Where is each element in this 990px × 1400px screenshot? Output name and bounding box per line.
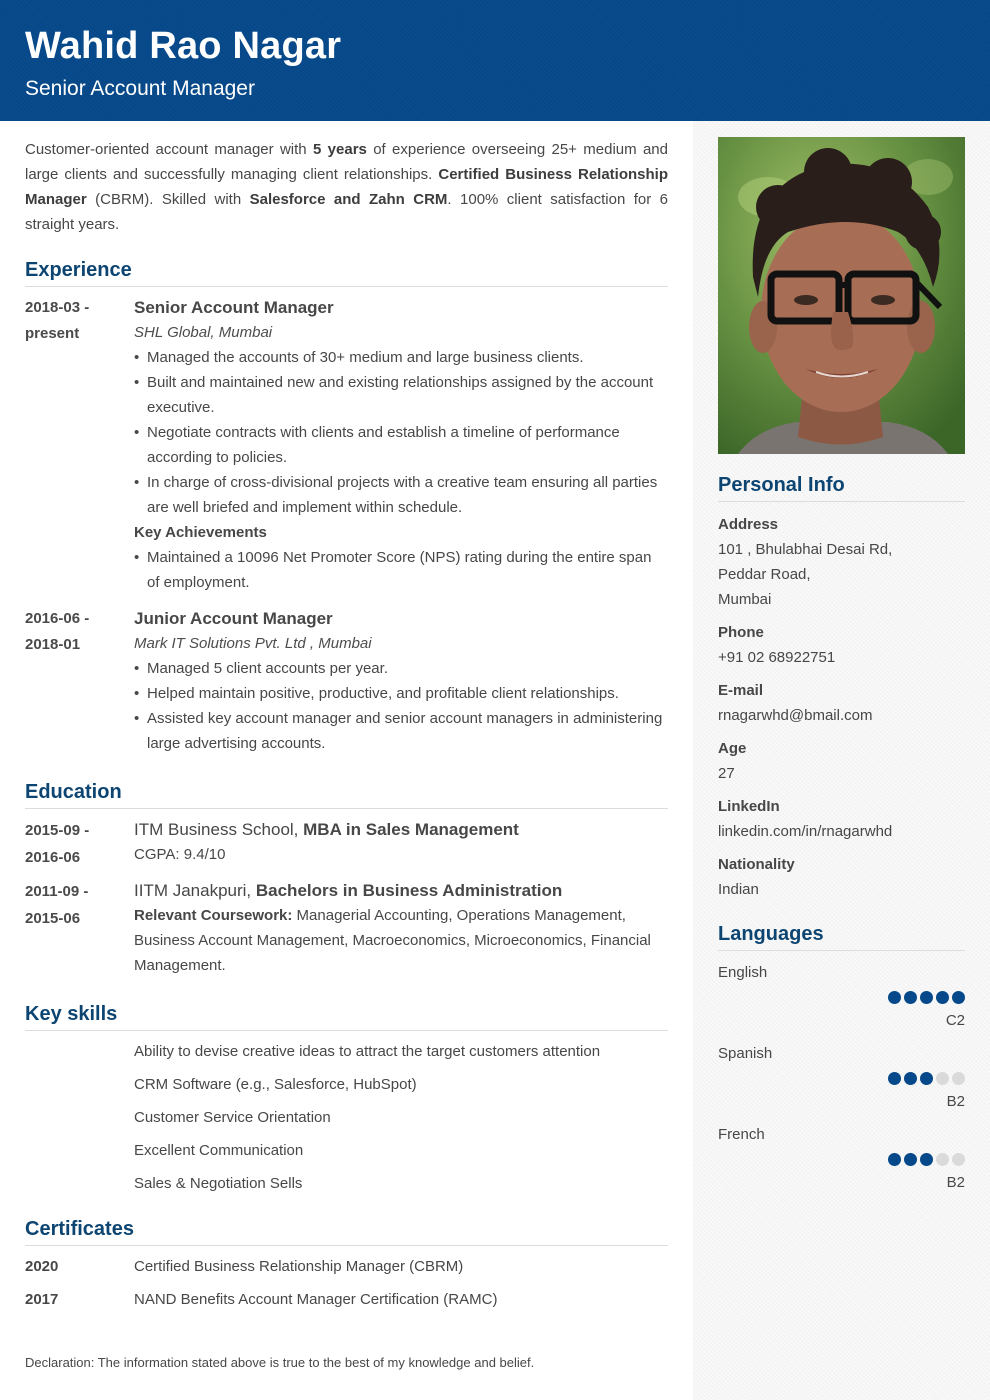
skill-item: CRM Software (e.g., Salesforce, HubSpot) <box>134 1076 417 1093</box>
email-label: E-mail <box>718 682 764 699</box>
list-item: • Maintained a 10096 Net Promoter Score (NPS) rating during the entire span of employment. <box>134 545 668 595</box>
rating-dot-filled <box>920 991 933 1004</box>
language-level: B2 <box>946 1174 965 1191</box>
rating-dot-filled <box>888 1153 901 1166</box>
experience-content <box>134 295 668 595</box>
email-value[interactable]: rnagarwhd@bmail.com <box>718 707 873 724</box>
summary-highlight: Certified Business Relationship Manager <box>25 166 668 208</box>
date-end: 2015-06 <box>25 910 81 927</box>
language-level: B2 <box>946 1093 965 1110</box>
address-line-1: 101 , Bhulabhai Desai Rd, <box>718 541 893 558</box>
company-name: Mark IT Solutions Pvt. Ltd , Mumbai <box>134 635 372 652</box>
portrait-image-icon <box>718 137 965 454</box>
responsibility-list <box>134 345 668 520</box>
certificate-year: 2020 <box>25 1258 59 1275</box>
phone-label: Phone <box>718 624 764 641</box>
certificates-heading: Certificates <box>25 1217 668 1246</box>
language-level: C2 <box>945 1012 965 1029</box>
rating-dot-empty <box>952 1153 965 1166</box>
language-rating <box>883 1072 965 1085</box>
job-title: Senior Account Manager <box>134 298 334 317</box>
degree-name: MBA in Sales Management <box>303 820 519 839</box>
education-dates <box>25 878 125 932</box>
list-item: • Assisted key account manager and senior account managers in administering large advertising accounts. <box>134 706 668 756</box>
education-content <box>134 817 668 867</box>
skill-item: Sales & Negotiation Sells <box>134 1175 303 1192</box>
date-start: 2018-03 - <box>25 299 90 316</box>
education-heading: Education <box>25 780 668 809</box>
summary-highlight: 5 years <box>312 141 367 158</box>
summary-highlight: Salesforce and Zahn CRM <box>249 191 448 208</box>
degree-name: Bachelors in Business Administration <box>255 881 563 900</box>
language-name: English <box>718 964 768 981</box>
experience-content <box>134 606 668 756</box>
skill-item: Customer Service Orientation <box>134 1109 331 1126</box>
nationality-label: Nationality <box>718 856 795 873</box>
candidate-name: Wahid Rao Nagar <box>25 25 342 67</box>
date-start: 2011-09 - <box>25 883 89 900</box>
skill-item: Ability to devise creative ideas to attract the target customers attention <box>134 1043 601 1060</box>
summary-text: (CBRM). Skilled with <box>86 191 250 208</box>
rating-dot-empty <box>952 1072 965 1085</box>
company-name: SHL Global, Mumbai <box>134 324 273 341</box>
address-line-2: Peddar Road, <box>718 566 811 583</box>
coursework-list: Managerial Accounting, Operations Management, Business Account Management, Macroeconomics, Microeconomics, Financial Management. <box>134 907 651 974</box>
job-title: Junior Account Manager <box>134 609 333 628</box>
languages-heading: Languages <box>718 922 965 951</box>
rating-dot-filled <box>936 991 949 1004</box>
rating-dot-filled <box>952 991 965 1004</box>
school-name: IITM Janakpuri, <box>134 881 256 900</box>
rating-dot-empty <box>936 1072 949 1085</box>
achievement-list <box>134 545 668 595</box>
list-item: • Managed 5 client accounts per year. <box>134 656 668 681</box>
list-item: • Built and maintained new and existing relationships assigned by the account executive. <box>134 370 668 420</box>
skills-heading: Key skills <box>25 1002 668 1031</box>
experience-heading: Experience <box>25 258 668 287</box>
linkedin-label: LinkedIn <box>718 798 780 815</box>
language-name: French <box>718 1126 765 1143</box>
date-start: 2015-09 - <box>25 822 90 839</box>
summary-text: Customer-oriented account manager with <box>25 141 313 158</box>
rating-dot-filled <box>904 1153 917 1166</box>
rating-dot-empty <box>936 1153 949 1166</box>
rating-dot-filled <box>888 1072 901 1085</box>
coursework-label: Relevant Coursework: <box>134 907 293 924</box>
date-start: 2016-06 - <box>25 610 90 627</box>
skill-item: Excellent Communication <box>134 1142 304 1159</box>
education-content <box>134 878 668 978</box>
date-end: 2016-06 <box>25 849 81 866</box>
age-value: 27 <box>718 765 735 782</box>
address-line-3: Mumbai <box>718 591 772 608</box>
list-item: • Managed the accounts of 30+ medium and large business clients. <box>134 345 668 370</box>
education-heading-line <box>134 878 668 903</box>
education-detail <box>134 903 668 978</box>
experience-dates <box>25 606 125 658</box>
date-end: present <box>25 325 80 342</box>
experience-dates <box>25 295 125 347</box>
list-item: • Negotiate contracts with clients and establish a timeline of performance according to policies. <box>134 420 668 470</box>
responsibility-list <box>134 656 668 756</box>
nationality-value: Indian <box>718 881 759 898</box>
linkedin-value[interactable]: linkedin.com/in/rnagarwhd <box>718 823 893 840</box>
rating-dot-filled <box>888 991 901 1004</box>
language-name: Spanish <box>718 1045 773 1062</box>
achievements-heading: Key Achievements <box>134 524 267 541</box>
profile-photo <box>718 137 965 454</box>
sidebar <box>693 121 990 1400</box>
date-end: 2018-01 <box>25 636 81 653</box>
summary-text: of experience overseeing 25+ medium and large clients and successfully managing client relationships. <box>25 141 668 183</box>
certificate-name: NAND Benefits Account Manager Certification (RAMC) <box>134 1291 498 1308</box>
address-label: Address <box>718 516 779 533</box>
personal-info-heading: Personal Info <box>718 473 965 502</box>
language-rating <box>883 1153 965 1166</box>
education-dates <box>25 817 125 871</box>
profile-summary <box>25 137 668 237</box>
rating-dot-filled <box>904 1072 917 1085</box>
school-name: ITM Business School, <box>134 820 304 839</box>
summary-text: . 100% client satisfaction for 6 straight years. <box>25 191 668 233</box>
list-item: • In charge of cross-divisional projects with a creative team ensuring all parties are well briefed and implement within schedule. <box>134 470 668 520</box>
declaration-text: Declaration: The information stated above is true to the best of my knowledge and belief. <box>25 1355 535 1370</box>
phone-value: +91 02 68922751 <box>718 649 836 666</box>
certificate-year: 2017 <box>25 1291 59 1308</box>
resume-header <box>0 0 990 121</box>
rating-dot-filled <box>920 1153 933 1166</box>
rating-dot-filled <box>920 1072 933 1085</box>
education-detail: CGPA: 9.4/10 <box>134 846 226 863</box>
language-rating <box>883 991 965 1004</box>
age-label: Age <box>718 740 747 757</box>
certificate-name: Certified Business Relationship Manager (CBRM) <box>134 1258 464 1275</box>
rating-dot-filled <box>904 991 917 1004</box>
candidate-title: Senior Account Manager <box>25 77 255 100</box>
education-heading-line <box>134 817 668 842</box>
list-item: • Helped maintain positive, productive, and profitable client relationships. <box>134 681 668 706</box>
